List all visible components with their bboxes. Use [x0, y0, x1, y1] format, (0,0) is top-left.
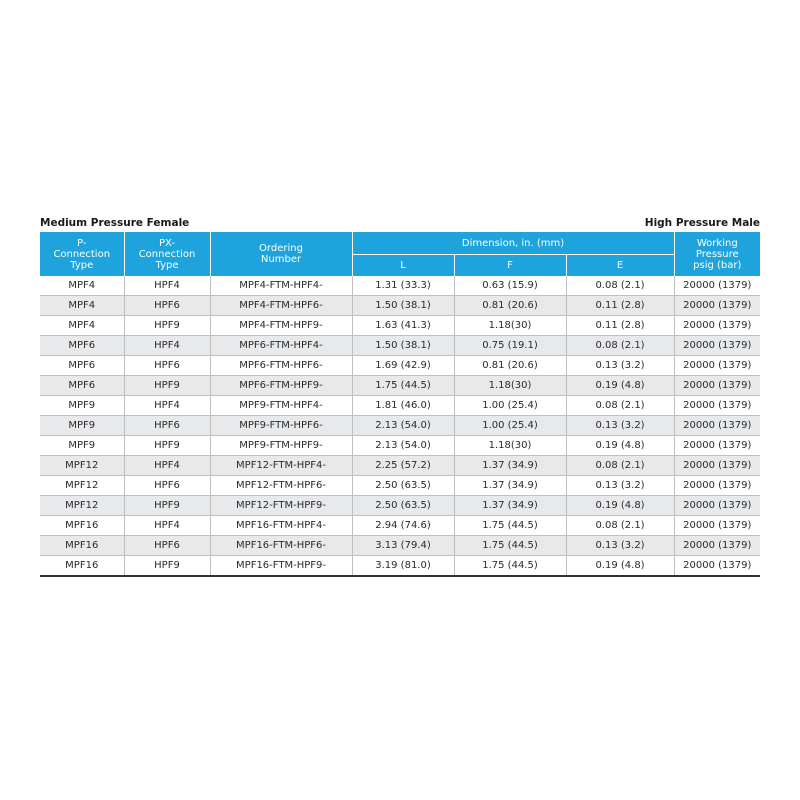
cell-working-pressure: 20000 (1379): [674, 276, 760, 296]
cell-ordering-number: MPF9-FTM-HPF9-: [210, 436, 352, 456]
cell-working-pressure: 20000 (1379): [674, 316, 760, 336]
cell-px-connection: HPF9: [124, 436, 210, 456]
cell-dimension-l: 1.50 (38.1): [352, 296, 454, 316]
cell-p-connection: MPF9: [40, 396, 124, 416]
cell-ordering-number: MPF6-FTM-HPF4-: [210, 336, 352, 356]
cell-dimension-l: 2.25 (57.2): [352, 456, 454, 476]
cell-ordering-number: MPF6-FTM-HPF9-: [210, 376, 352, 396]
cell-ordering-number: MPF16-FTM-HPF4-: [210, 516, 352, 536]
cell-dimension-l: 2.94 (74.6): [352, 516, 454, 536]
cell-p-connection: MPF16: [40, 536, 124, 556]
cell-working-pressure: 20000 (1379): [674, 376, 760, 396]
cell-ordering-number: MPF4-FTM-HPF4-: [210, 276, 352, 296]
cell-dimension-f: 1.37 (34.9): [454, 456, 566, 476]
cell-ordering-number: MPF4-FTM-HPF9-: [210, 316, 352, 336]
cell-px-connection: HPF9: [124, 376, 210, 396]
cell-px-connection: HPF6: [124, 416, 210, 436]
cell-px-connection: HPF6: [124, 356, 210, 376]
table-row: [40, 336, 760, 356]
table-row: [40, 356, 760, 376]
cell-dimension-f: 1.00 (25.4): [454, 416, 566, 436]
cell-ordering-number: MPF12-FTM-HPF9-: [210, 496, 352, 516]
cell-ordering-number: MPF12-FTM-HPF6-: [210, 476, 352, 496]
cell-dimension-l: 1.81 (46.0): [352, 396, 454, 416]
cell-dimension-e: 0.13 (3.2): [566, 416, 674, 436]
caption-medium-pressure-female: Medium Pressure Female: [40, 217, 190, 229]
cell-dimension-f: 1.18(30): [454, 376, 566, 396]
table-row: [40, 436, 760, 456]
cell-working-pressure: 20000 (1379): [674, 436, 760, 456]
table-header: [40, 232, 760, 276]
cell-ordering-number: MPF16-FTM-HPF6-: [210, 536, 352, 556]
cell-working-pressure: 20000 (1379): [674, 296, 760, 316]
cell-px-connection: HPF4: [124, 276, 210, 296]
cell-dimension-f: 0.81 (20.6): [454, 356, 566, 376]
cell-dimension-e: 0.13 (3.2): [566, 476, 674, 496]
cell-dimension-e: 0.19 (4.8): [566, 436, 674, 456]
cell-p-connection: MPF16: [40, 556, 124, 577]
cell-working-pressure: 20000 (1379): [674, 556, 760, 577]
cell-p-connection: MPF4: [40, 276, 124, 296]
specification-table: [40, 232, 760, 577]
cell-dimension-e: 0.08 (2.1): [566, 396, 674, 416]
cell-ordering-number: MPF9-FTM-HPF6-: [210, 416, 352, 436]
cell-ordering-number: MPF6-FTM-HPF6-: [210, 356, 352, 376]
cell-ordering-number: MPF9-FTM-HPF4-: [210, 396, 352, 416]
cell-dimension-l: 2.50 (63.5): [352, 476, 454, 496]
cell-working-pressure: 20000 (1379): [674, 516, 760, 536]
table-row: [40, 296, 760, 316]
cell-dimension-f: 0.75 (19.1): [454, 336, 566, 356]
cell-dimension-e: 0.11 (2.8): [566, 296, 674, 316]
cell-dimension-f: 1.37 (34.9): [454, 476, 566, 496]
cell-dimension-l: 1.31 (33.3): [352, 276, 454, 296]
table-row: [40, 276, 760, 296]
cell-p-connection: MPF6: [40, 356, 124, 376]
cell-dimension-l: 1.63 (41.3): [352, 316, 454, 336]
table-row: [40, 536, 760, 556]
cell-working-pressure: 20000 (1379): [674, 496, 760, 516]
cell-px-connection: HPF9: [124, 316, 210, 336]
cell-dimension-e: 0.08 (2.1): [566, 336, 674, 356]
cell-dimension-e: 0.08 (2.1): [566, 276, 674, 296]
table-caption-row: [40, 215, 760, 231]
cell-dimension-e: 0.08 (2.1): [566, 456, 674, 476]
cell-ordering-number: MPF4-FTM-HPF6-: [210, 296, 352, 316]
cell-dimension-l: 1.69 (42.9): [352, 356, 454, 376]
cell-ordering-number: MPF12-FTM-HPF4-: [210, 456, 352, 476]
table-row: [40, 396, 760, 416]
cell-dimension-e: 0.19 (4.8): [566, 556, 674, 577]
cell-dimension-l: 2.13 (54.0): [352, 416, 454, 436]
cell-dimension-l: 1.50 (38.1): [352, 336, 454, 356]
cell-dimension-e: 0.19 (4.8): [566, 376, 674, 396]
cell-working-pressure: 20000 (1379): [674, 456, 760, 476]
cell-p-connection: MPF4: [40, 316, 124, 336]
header-px-connection-type: PX- Connection Type: [124, 232, 210, 276]
cell-ordering-number: MPF16-FTM-HPF9-: [210, 556, 352, 577]
cell-dimension-f: 1.00 (25.4): [454, 396, 566, 416]
cell-working-pressure: 20000 (1379): [674, 396, 760, 416]
cell-px-connection: HPF4: [124, 516, 210, 536]
cell-p-connection: MPF4: [40, 296, 124, 316]
cell-dimension-l: 3.19 (81.0): [352, 556, 454, 577]
cell-dimension-l: 1.75 (44.5): [352, 376, 454, 396]
header-dimension-l: L: [352, 255, 454, 277]
cell-dimension-f: 1.75 (44.5): [454, 516, 566, 536]
cell-px-connection: HPF9: [124, 496, 210, 516]
cell-px-connection: HPF6: [124, 476, 210, 496]
cell-p-connection: MPF12: [40, 456, 124, 476]
cell-dimension-l: 3.13 (79.4): [352, 536, 454, 556]
cell-px-connection: HPF9: [124, 556, 210, 577]
table-row: [40, 476, 760, 496]
cell-dimension-f: 1.18(30): [454, 316, 566, 336]
cell-working-pressure: 20000 (1379): [674, 536, 760, 556]
table-row: [40, 416, 760, 436]
cell-dimension-e: 0.13 (3.2): [566, 356, 674, 376]
cell-p-connection: MPF16: [40, 516, 124, 536]
header-working-pressure: Working Pressure psig (bar): [674, 232, 760, 276]
cell-p-connection: MPF9: [40, 416, 124, 436]
table-row: [40, 376, 760, 396]
cell-dimension-f: 1.75 (44.5): [454, 536, 566, 556]
header-ordering-number: Ordering Number: [210, 232, 352, 276]
cell-p-connection: MPF6: [40, 376, 124, 396]
cell-working-pressure: 20000 (1379): [674, 416, 760, 436]
cell-px-connection: HPF4: [124, 336, 210, 356]
cell-working-pressure: 20000 (1379): [674, 476, 760, 496]
caption-high-pressure-male: High Pressure Male: [644, 217, 760, 229]
table-row: [40, 516, 760, 536]
cell-p-connection: MPF9: [40, 436, 124, 456]
cell-dimension-f: 1.75 (44.5): [454, 556, 566, 577]
table-row: [40, 456, 760, 476]
header-p-connection-type: P- Connection Type: [40, 232, 124, 276]
table-row: [40, 316, 760, 336]
header-dimension: Dimension, in. (mm): [352, 232, 674, 255]
cell-dimension-l: 2.50 (63.5): [352, 496, 454, 516]
header-dimension-f: F: [454, 255, 566, 277]
cell-dimension-f: 1.37 (34.9): [454, 496, 566, 516]
cell-px-connection: HPF4: [124, 396, 210, 416]
cell-dimension-f: 0.63 (15.9): [454, 276, 566, 296]
table-body: [40, 276, 760, 576]
header-dimension-e: E: [566, 255, 674, 277]
cell-px-connection: HPF4: [124, 456, 210, 476]
cell-dimension-e: 0.11 (2.8): [566, 316, 674, 336]
cell-p-connection: MPF12: [40, 496, 124, 516]
cell-p-connection: MPF12: [40, 476, 124, 496]
cell-dimension-f: 0.81 (20.6): [454, 296, 566, 316]
cell-px-connection: HPF6: [124, 296, 210, 316]
cell-working-pressure: 20000 (1379): [674, 356, 760, 376]
cell-working-pressure: 20000 (1379): [674, 336, 760, 356]
cell-px-connection: HPF6: [124, 536, 210, 556]
table-row: [40, 556, 760, 577]
cell-dimension-f: 1.18(30): [454, 436, 566, 456]
cell-dimension-l: 2.13 (54.0): [352, 436, 454, 456]
table-row: [40, 496, 760, 516]
cell-p-connection: MPF6: [40, 336, 124, 356]
cell-dimension-e: 0.13 (3.2): [566, 536, 674, 556]
cell-dimension-e: 0.19 (4.8): [566, 496, 674, 516]
cell-dimension-e: 0.08 (2.1): [566, 516, 674, 536]
